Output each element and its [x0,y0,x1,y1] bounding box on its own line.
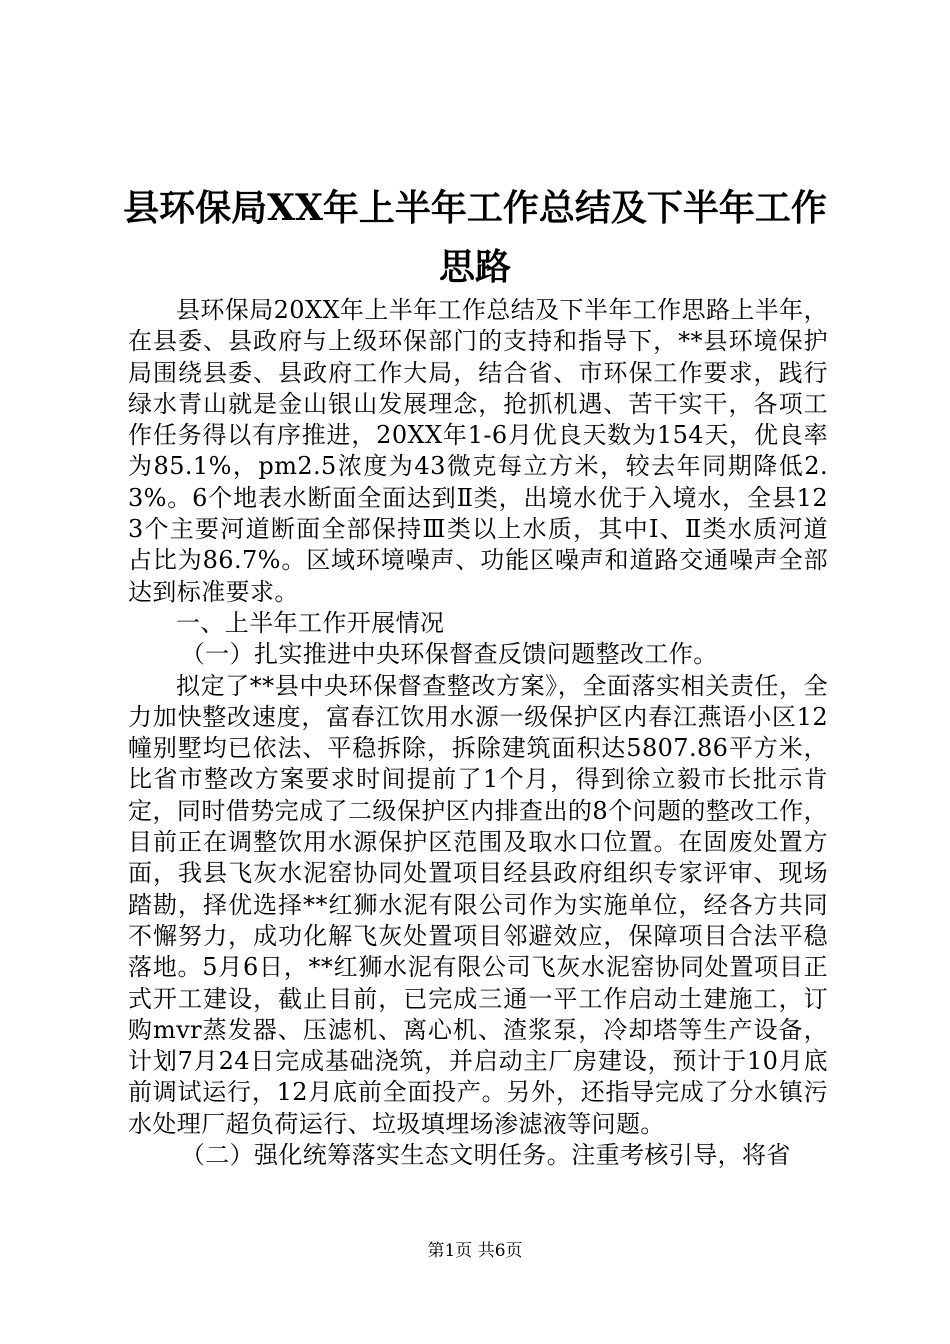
paragraph-intro: 县环保局20XX年上半年工作总结及下半年工作思路上半年，在县委、县政府与上级环保部门的支持和指导下，**县环境保护局围绕县委、县政府工作大局，结合省、市环保工作要求，践行绿水青山就是金山银山发展理念，抢抓机遇、苦干实干，各项工作任务得以有序推进，20XX年1-6月优良天数为154天，优良率为85.1%，pm2.5浓度为43微克每立方米，较去年同期降低2.3%。6个地表水断面全面达到Ⅱ类，出境水优于入境水，全县123个主要河道断面全部保持Ⅲ类以上水质，其中Ⅰ、Ⅱ类水质河道占比为86.7%。区域环境噪声、功能区噪声和道路交通噪声全部达到标准要求。 [128,296,828,606]
document-title-line-2: 思路 [438,246,511,288]
paragraph-rectification: 拟定了**县中央环保督查整改方案》，全面落实相关责任，全力加快整改速度，富春江饮用水源一级保护区内春江燕语小区12幢别墅均已依法、平稳拆除，拆除建筑面积达5807.86平方米，比省市整改方案要求时间提前了1个月，得到徐立毅市长批示肯定，同时借势完成了二级保护区内排查出的8个问题的整改工作，目前正在调整饮用水源保护区范围及取水口位置。在固废处置方面，我县飞灰水泥窑协同处置项目经县政府组织专家评审、现场踏勘，择优选择**红狮水泥有限公司作为实施单位，经各方共同不懈努力，成功化解飞灰处置项目邻避效应，保障项目合法平稳落地。5月6日，**红狮水泥有限公司飞灰水泥窑协同处置项目正式开工建设，截止目前，已完成三通一平工作启动土建施工，订购mvr蒸发器、压滤机、离心机、渣浆泵，冷却塔等生产设备，计划7月24日完成基础浇筑，并启动主厂房建设，预计于10月底前调试运行，12月底前全面投产。另外，还指导完成了分水镇污水处理厂超负荷运行、垃圾填埋场渗滤液等问题。 [128,671,828,1138]
section-heading-1: 一、上半年工作开展情况 [176,608,445,637]
document-title-line-1: 县环保局XX年上半年工作总结及下半年工作 [123,187,827,229]
total-pages: 共6页 [477,1241,523,1261]
subsection-heading-1: （一）扎实推进中央环保督查反馈问题整改工作。 [180,640,718,669]
document-body [128,295,828,1171]
subsection-heading-2: （二）强化统筹落实生态文明任务。注重考核引导，将省 [180,1141,791,1170]
page-footer [0,1240,950,1262]
page-number: 第1页 [427,1241,473,1261]
